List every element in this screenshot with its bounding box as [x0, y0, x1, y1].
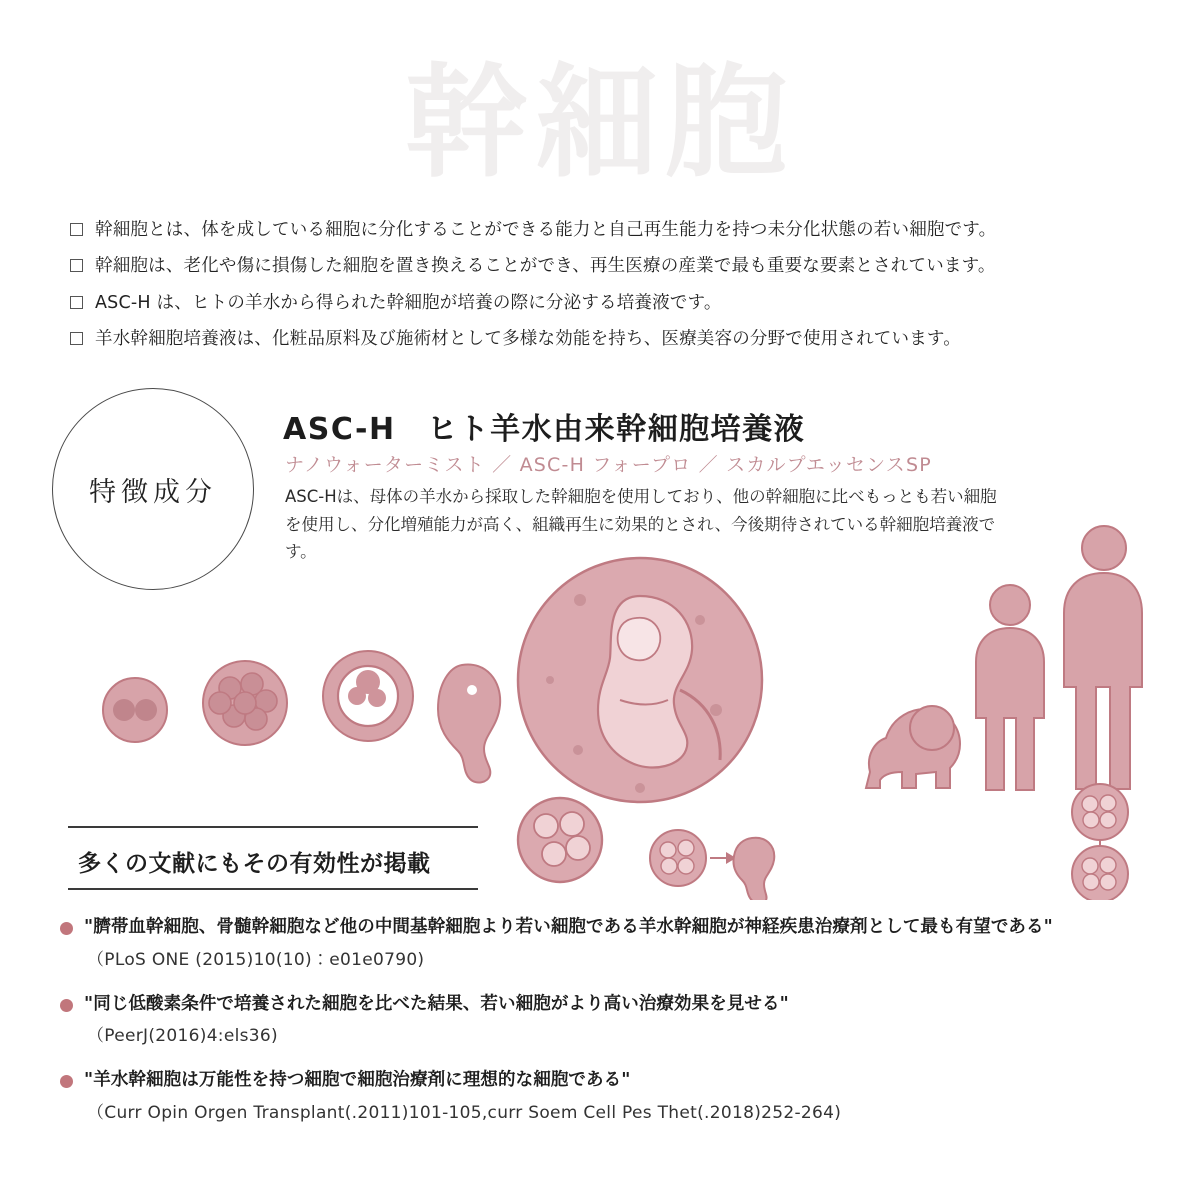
stem-cell-cluster — [518, 798, 602, 882]
morula-cell — [203, 661, 287, 745]
bullet-icon — [60, 1075, 73, 1088]
list-item — [70, 291, 1130, 316]
blastocyst-cell — [323, 651, 413, 741]
checklist — [70, 218, 1130, 364]
checklist-item-label: ASC-H は、ヒトの羊水から得られた幹細胞が培養の際に分泌する培養液です。 — [95, 292, 722, 313]
checklist-item-label: 幹細胞は、老化や傷に損傷した細胞を置き換えることができ、再生医療の産業で最も重要な要素とされています。 — [95, 256, 996, 277]
checkbox-icon — [70, 296, 83, 309]
cell-division-pair — [650, 830, 774, 900]
literature-reference: （PeerJ(2016)4:els36) — [87, 1026, 278, 1046]
checkbox-icon — [70, 259, 83, 272]
checkbox-icon — [70, 332, 83, 345]
page-title: ASC-H ヒト羊水由来幹細胞培養液 — [283, 412, 806, 447]
checkbox-icon — [70, 223, 83, 236]
fetus-in-amniotic-sac — [518, 558, 762, 802]
bullet-icon — [60, 999, 73, 1012]
list-item — [60, 1068, 1160, 1123]
dividing-cells-column — [1072, 784, 1128, 900]
literature-reference: （Curr Opin Orgen Transplant(.2011)101-105,curr Soem Cell Pes Thet(.2018)252-264) — [87, 1102, 842, 1123]
feature-description: ASC-Hは、母体の羊水から採取した幹細胞を使用しており、他の幹細胞に比べもっとも若い細胞を使用し、分化増殖能力が高く、組織再生に効果的とされ、今後期待されている幹細胞培養液です。 — [285, 487, 997, 562]
checklist-item-label: 幹細胞とは、体を成している細胞に分化することができる能力と自己再生能力を持つ未分化状態の若い細胞です。 — [95, 220, 997, 240]
checklist-item-label: 羊水幹細胞培養液は、化粧品原料及び施術材として多様な効能を持ち、医療美容の分野で使用されています。 — [95, 329, 961, 350]
literature-heading: 多くの文献にもその有効性が掲載 — [78, 851, 431, 877]
divider — [68, 888, 478, 890]
list-item — [70, 254, 1130, 279]
literature-quote: "羊水幹細胞は万能性を持つ細胞で細胞治療剤に理想的な細胞である" — [84, 1070, 631, 1090]
list-item — [60, 992, 1160, 1047]
literature-reference: （PLoS ONE (2015)10(10)：e01e0790) — [87, 949, 425, 970]
child-silhouette — [976, 585, 1044, 790]
product-line-subtitle: ナノウォーターミスト ／ ASC-H フォープロ ／ スカルプエッセンスSP — [285, 454, 932, 476]
bullet-icon — [60, 922, 73, 935]
feature-badge-label: 特徴成分 — [89, 476, 217, 508]
zygote-cell — [103, 678, 167, 742]
literature-quote: "同じ低酸素条件で培養された細胞を比べた結果、若い細胞がより高い治療効果を見せる" — [84, 993, 789, 1014]
early-embryo — [438, 664, 500, 782]
literature-list — [60, 915, 1160, 1145]
adult-silhouette — [1064, 526, 1142, 789]
literature-quote: "臍帯血幹細胞、骨髄幹細胞など他の中間基幹細胞より若い細胞である羊水幹細胞が神経疾患治療剤として最も有望である" — [84, 917, 1053, 937]
list-item — [70, 327, 1130, 352]
divider — [68, 826, 478, 828]
list-item — [60, 915, 1160, 970]
list-item — [70, 218, 1130, 243]
development-stages-illustration — [80, 500, 1150, 900]
crawling-baby — [866, 706, 960, 788]
watermark-text: 幹細胞 — [405, 52, 795, 194]
